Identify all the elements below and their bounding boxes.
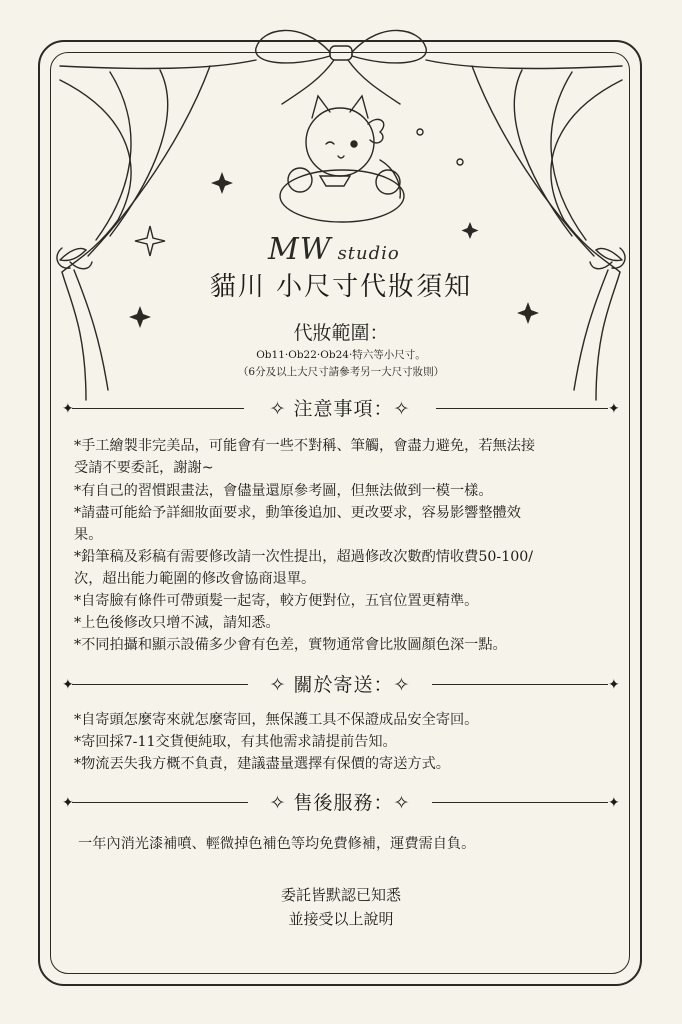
diamond-icon: ✦: [62, 401, 74, 417]
aftercare-item: 一年內消光漆補噴、輕微掉色補色等均免費修補，運費需自負。: [78, 836, 476, 852]
diamond-icon: ✦: [62, 677, 74, 693]
section-title-text: 售後服務：: [293, 792, 394, 814]
notes-item: *不同拍攝和顯示設備多少會有色差，實物通常會比妝圖顏色深一點。: [74, 637, 507, 653]
section-header-shipping: [62, 670, 618, 700]
page-title: 貓川 小尺寸代妝須知: [209, 272, 473, 302]
notes-item: *鉛筆稿及彩稿有需要修改請一次性提出，超過修改次數酌情收費50-100/: [74, 549, 534, 565]
notes-item: *請盡可能給予詳細妝面要求，動筆後追加、更改要求，容易影響整體效: [74, 505, 521, 521]
section-title-text: 注意事項：: [293, 398, 394, 420]
diamond-icon: ✦: [608, 401, 620, 417]
diamond-icon: ✦: [608, 795, 620, 811]
section-title-notes: ✧ 注意事項：✧: [269, 398, 411, 420]
section-title-aftercare: ✧ 售後服務：✧: [269, 792, 411, 814]
brand-mark: MW: [268, 232, 332, 267]
notes-item: 受請不要委託，謝謝~: [74, 460, 214, 476]
notes-item: *有自己的習慣跟畫法，會儘量還原參考圖，但無法做到一模一樣。: [74, 483, 493, 499]
scope-line-2: （6分及以上大尺寸請參考另一大尺寸妝則）: [237, 366, 445, 378]
scope-heading: 代妝範圍：: [293, 322, 389, 344]
notes-item: *上色後修改只增不減，請知悉。: [74, 615, 280, 631]
section-header-aftercare: [62, 788, 618, 818]
brand-word: studio: [337, 243, 400, 264]
closing-line-1: 委託皆默認已知悉: [280, 886, 401, 904]
diamond-icon: ✦: [62, 795, 74, 811]
shipping-item: *自寄頭怎麼寄來就怎麼寄回，無保護工具不保證成品安全寄回。: [74, 712, 479, 728]
notes-item: *自寄臉有條件可帶頭髮一起寄，較方便對位，五官位置更精準。: [74, 593, 479, 609]
notes-item: 次，超出能力範圍的修改會協商退單。: [74, 571, 316, 587]
notes-item: *手工繪製非完美品，可能會有一些不對稱、筆觸，會盡力避免，若無法接: [74, 438, 536, 454]
diamond-icon: ✦: [608, 677, 620, 693]
scope-line-1: Ob11·Ob22·Ob24·特六等小尺寸。: [256, 349, 426, 361]
shipping-item: *寄回採7-11交貨便純取，有其他需求請提前告知。: [74, 734, 397, 750]
notes-item: 果。: [74, 527, 103, 543]
section-header-notes: [62, 394, 618, 424]
closing-line-2: 並接受以上說明: [288, 910, 394, 928]
section-title-shipping: ✧ 關於寄送：✧: [269, 674, 411, 696]
shipping-item: *物流丟失我方概不負責，建議盡量選擇有保價的寄送方式。: [74, 756, 450, 772]
section-title-text: 關於寄送：: [293, 674, 394, 696]
